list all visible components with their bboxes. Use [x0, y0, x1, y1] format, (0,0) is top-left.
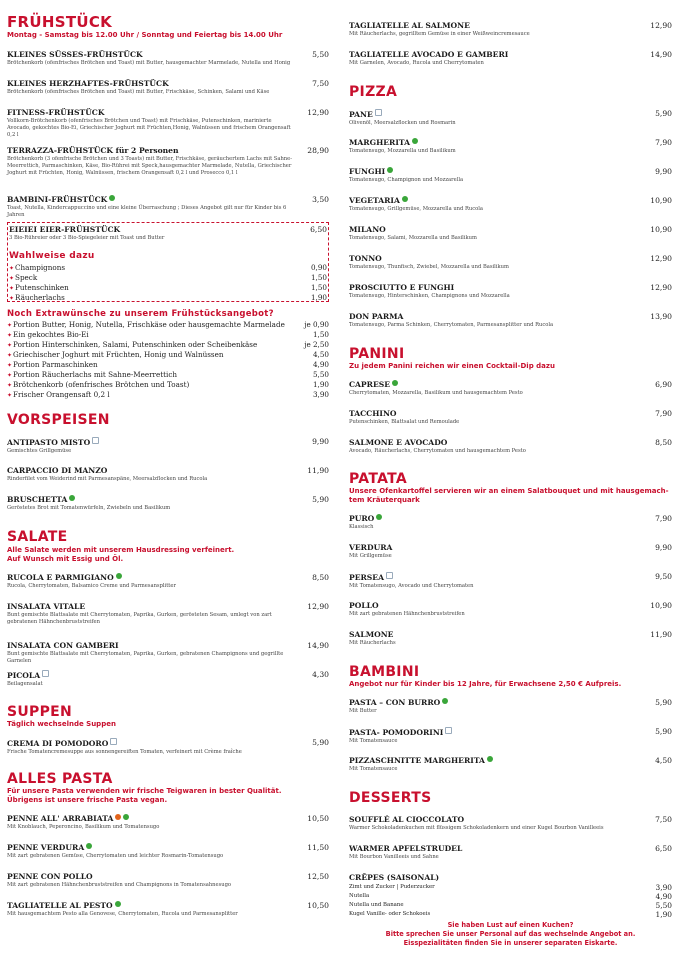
list-item: ✦Portion Hinterschinken, Salami, Putenschinken oder Scheibenkäse je 2,50	[7, 340, 329, 349]
menu-item: WARMER APFELSTRUDEL 6,50 Mit Bourbon Vanilleeis und Sahne	[349, 844, 672, 860]
menu-item: VERDURA 9,90 Mit Grillgemüse	[349, 543, 672, 559]
list-item: ✦Champignons 0,90	[9, 263, 327, 272]
vegetarian-icon	[376, 514, 382, 520]
list-item: Kugel Vanille- oder Schokoeis 1,90	[349, 910, 672, 919]
list-item: ✦Frischer Orangensaft 0,2 l 3,90	[7, 390, 329, 399]
menu-item: TERRAZZA-FRÜHSTÜCK für 2 Personen 28,90 Brötchenkorb (3 ofenfrische Brötchen und 3 Toasts) mit Butter, Frischkäse, geräuchertem Lachs mit Sahne-Meerrettich, Parmaschinken, Käse, Bio-Rührei mit Speck,hausgemachter Marmelade, Nutella, Griechischer Joghurt mit Früchten, Honig, Walnüssen, frischem Orangensaft 0,2 l und Prosecco 0,1 l	[7, 146, 329, 176]
menu-item: ANTIPASTO MISTO 9,90 Gemischtes Grillgemüse	[7, 437, 329, 454]
patata-title: PATATA	[349, 471, 408, 487]
menu-item: POLLO 10,90 Mit zart gebratenen Hähnchenbruststreifen	[349, 601, 672, 617]
vegan-icon	[375, 109, 382, 116]
vegan-icon	[445, 727, 452, 734]
list-item: ✦Brötchenkorb (ofenfrisches Brötchen und Toast) 1,90	[7, 380, 329, 389]
vegetarian-icon	[69, 495, 75, 501]
extras-title: Noch Extrawünsche zu unserem Frühstücksangebot?	[7, 309, 274, 319]
menu-item: KLEINES SÜSSES-FRÜHSTÜCK 5,50 Brötchenkorb (ofenfrisches Brötchen und Toast) mit Butter, hausgemachter Marmelade, Nutella und Honig	[7, 50, 329, 66]
vegan-icon	[42, 670, 49, 677]
menu-item: FUNGHI 9,90 Tomatensugo, Champignon und Mozzarella	[349, 167, 672, 183]
list-item: Zimt und Zucker | Puderzucker 3,90	[349, 883, 672, 892]
menu-item: SALMONE 11,90 Mit Räucherlachs	[349, 630, 672, 646]
menu-item: KLEINES HERZHAFTES-FRÜHSTÜCK 7,50 Brötchenkorb (ofenfrisches Brötchen und Toast) mit Butter, Frischkäse, Schinken, Salami und Käse	[7, 79, 329, 95]
vegan-icon	[110, 738, 117, 745]
suppen-title: SUPPEN	[7, 704, 73, 720]
menu-item: TACCHINO 7,90 Putenschinken, Blattsalat und Remoulade	[349, 409, 672, 425]
menu-item: PROSCIUTTO E FUNGHI 12,90 Tomatensugo, Hinterschinken, Champignons und Mozzarella	[349, 283, 672, 299]
menu-item: TAGLIATELLE AVOCADO E GAMBERI 14,90 Mit Garnelen, Avocado, Rucola und Cherrytomaten	[349, 50, 672, 66]
panini-title: PANINI	[349, 346, 405, 362]
list-item: ✦Griechischer Joghurt mit Früchten, Honig und Walnüssen 4,50	[7, 350, 329, 359]
menu-item: SALMONE E AVOCADO 8,50 Avocado, Räucherlachs, Cherrytomaten und hausgemachtem Pesto	[349, 438, 672, 454]
list-item: ✦Portion Butter, Honig, Nutella, Frischkäse oder hausgemachte Marmelade je 0,90	[7, 320, 329, 329]
menu-item: DON PARMA 13,90 Tomatensugo, Parma Schinken, Cherrytomaten, Parmesansplitter und Rucola	[349, 312, 672, 328]
spicy-icon	[115, 814, 121, 820]
menu-item: PASTA – CON BURRO 5,90 Mit Butter	[349, 698, 672, 714]
salate-title: SALATE	[7, 529, 68, 545]
fruehstueck-title: FRÜHSTÜCK	[7, 13, 113, 31]
wahlweise-title: Wahlweise dazu	[9, 251, 95, 261]
list-item: ✦Speck 1,50	[9, 273, 327, 282]
vegan-icon	[86, 843, 92, 849]
desserts-title: DESSERTS	[349, 790, 432, 806]
bambini-title: BAMBINI	[349, 664, 420, 680]
menu-item: PERSEA 9,50 Mit Tomatensugo, Avocado und Cherrytomaten	[349, 572, 672, 589]
menu-item: PENNE CON POLLO 12,50 Mit zart gebratenen Hähnchenbruststreifen und Champignons in Tomatensahnesugo	[7, 872, 329, 888]
menu-item: BAMBINI-FRÜHSTÜCK 3,50 Toast, Nutella, Kindercappuccino und eine kleine Überraschung ; Dieses Angebot gilt nur für Kinder bis 6 Jahren	[7, 195, 329, 218]
crepes-title: CRÊPES (SAISONAL)	[349, 873, 440, 882]
menu-item: PICOLA 4,30 Beilagensalat	[7, 670, 329, 687]
menu-item: EIEIEI EIER-FRÜHSTÜCK 6,50 3 Bio-Rühreier oder 3 Bio-Spiegeleier mit Toast und Butter	[9, 225, 327, 241]
list-item: ✦Portion Parmaschinken 4,90	[7, 360, 329, 369]
menu-item: PANE 5,90 Olivenöl, Meersalzflocken und Rosmarin	[349, 109, 672, 126]
vegan-icon	[386, 572, 393, 579]
vegetarian-icon	[387, 167, 393, 173]
list-item: ✦Putenschinken 1,50	[9, 283, 327, 292]
menu-item: FITNESS-FRÜHSTÜCK 12,90 Vollkorn-Brötchenkorb (ofenfrisches Brötchen und Toast) mit Frischkäse, Putenschinken, marinierte Avocado, gekochtes Bio-Ei, Griechischer Joghurt mit Früchten,Honig, Walnüssen und frischem Orangensaft 0,2 l	[7, 108, 329, 138]
menu-item: CREMA DI POMODORO 5,90 Frische Tomatencremesuppe aus sonnengereiften Tomaten, verfeinert mit Crème fraîche	[7, 738, 329, 755]
list-item: ✦Ein gekochtes Bio-Ei 1,50	[7, 330, 329, 339]
menu-item: SOUFFLÉ AL CIOCCOLATO 7,50 Warmer Schokoladenkuchen mit flüssigem Schokoladenkern und einer Kugel Bourbon Vanilleeis	[349, 815, 672, 831]
menu-item: PIZZASCHNITTE MARGHERITA 4,50 Mit Tomatensauce	[349, 756, 672, 772]
fruehstueck-hours: Montag - Samstag bis 12.00 Uhr / Sonntag und Feiertag bis 14.00 Uhr	[7, 31, 283, 39]
menu-item: MILANO 10,90 Tomatensugo, Salami, Mozzarella und Basilikum	[349, 225, 672, 241]
vegan-icon	[123, 814, 129, 820]
vegetarian-icon	[412, 138, 418, 144]
menu-item: INSALATA VITALE 12,90 Bunt gemischte Blattsalate mit Cherrytomaten, Paprika, Gurken, gerösteten Sesam, umlegt von zart gebratenen Hähnchenbruststreifen	[7, 602, 329, 625]
menu-item: CAPRESE 6,90 Cherrytomaten, Mozzarella, Basilikum und hausgemachtem Pesto	[349, 380, 672, 396]
list-item: Nutella und Banane 5,50	[349, 901, 672, 910]
menu-item: PASTA- POMODORINI 5,90 Mit Tomatensauce	[349, 727, 672, 744]
vegetarian-icon	[442, 698, 448, 704]
list-item: Nutella 4,90	[349, 892, 672, 901]
pasta-title: ALLES PASTA	[7, 771, 113, 787]
menu-item: TONNO 12,90 Tomatensugo, Thunfisch, Zwiebel, Mozzarella und Basilikum	[349, 254, 672, 270]
menu-item: TAGLIATELLE AL PESTO 10,50 Mit hausgemachtem Pesto alla Genovese, Cherrytomaten, Rucola und Parmesansplitter	[7, 901, 329, 917]
vegetarian-icon	[487, 756, 493, 762]
vegetarian-icon	[116, 573, 122, 579]
pizza-title: PIZZA	[349, 84, 398, 100]
vegetarian-icon	[115, 901, 121, 907]
extras-list	[7, 320, 329, 400]
menu-item: PENNE ALL' ARRABIATA 10,50 Mit Knoblauch, Peperoncino, Basilikum und Tomatensugo	[7, 814, 329, 830]
vorspeisen-title: VORSPEISEN	[7, 412, 110, 428]
crepes-list	[349, 883, 672, 919]
list-item: ✦Portion Räucherlachs mit Sahne-Meerrettich 5,50	[7, 370, 329, 379]
menu-item: PURO 7,90 Klassisch	[349, 514, 672, 530]
footer-note: Sie haben Lust auf einen Kuchen? Bitte sprechen Sie unser Personal auf das wechselnde Angebot an. Eisspezialitäten finden Sie in unserer separaten Eiskarte.	[385, 921, 636, 947]
vegetarian-icon	[392, 380, 398, 386]
vegetarian-icon	[402, 196, 408, 202]
vegetarian-icon	[109, 195, 115, 201]
menu-item: VEGETARIA 10,90 Tomatensugo, Grillgemüse, Mozzarella und Rucola	[349, 196, 672, 212]
menu-item: TAGLIATELLE AL SALMONE 12,90 Mit Räucherlachs, gegrilltem Gemüse in einer Weißweincremesauce	[349, 21, 672, 37]
vegan-icon	[92, 437, 99, 444]
menu-item: MARGHERITA 7,90 Tomatensugo, Mozzarella und Basilikum	[349, 138, 672, 154]
menu-item: BRUSCHETTA 5,90 Geröstetes Brot mit Tomatenwürfeln, Zwiebeln und Basilikum	[7, 495, 329, 511]
wahlweise-list	[9, 263, 327, 303]
menu-item: CARPACCIO DI MANZO 11,90 Rinderfilet vom Weiderind mit Parmesanspäne, Meersalzflocken und Rucola	[7, 466, 329, 482]
list-item: ✦Räucherlachs 1,90	[9, 293, 327, 302]
menu-item: INSALATA CON GAMBERI 14,90 Bunt gemischte Blattsalate mit Cherrytomaten, Paprika, Gurken, gebratenen Champignons und gegrillte Garnelen	[7, 641, 329, 664]
menu-item: PENNE VERDURA 11,50 Mit zart gebratenen Gemüse, Cherrytomaten und leichter Rosmarin-Tomatensugo	[7, 843, 329, 859]
menu-item: RUCOLA E PARMIGIANO 8,50 Rucola, Cherrytomaten, Balsamico Creme und Parmesansplitter	[7, 573, 329, 589]
